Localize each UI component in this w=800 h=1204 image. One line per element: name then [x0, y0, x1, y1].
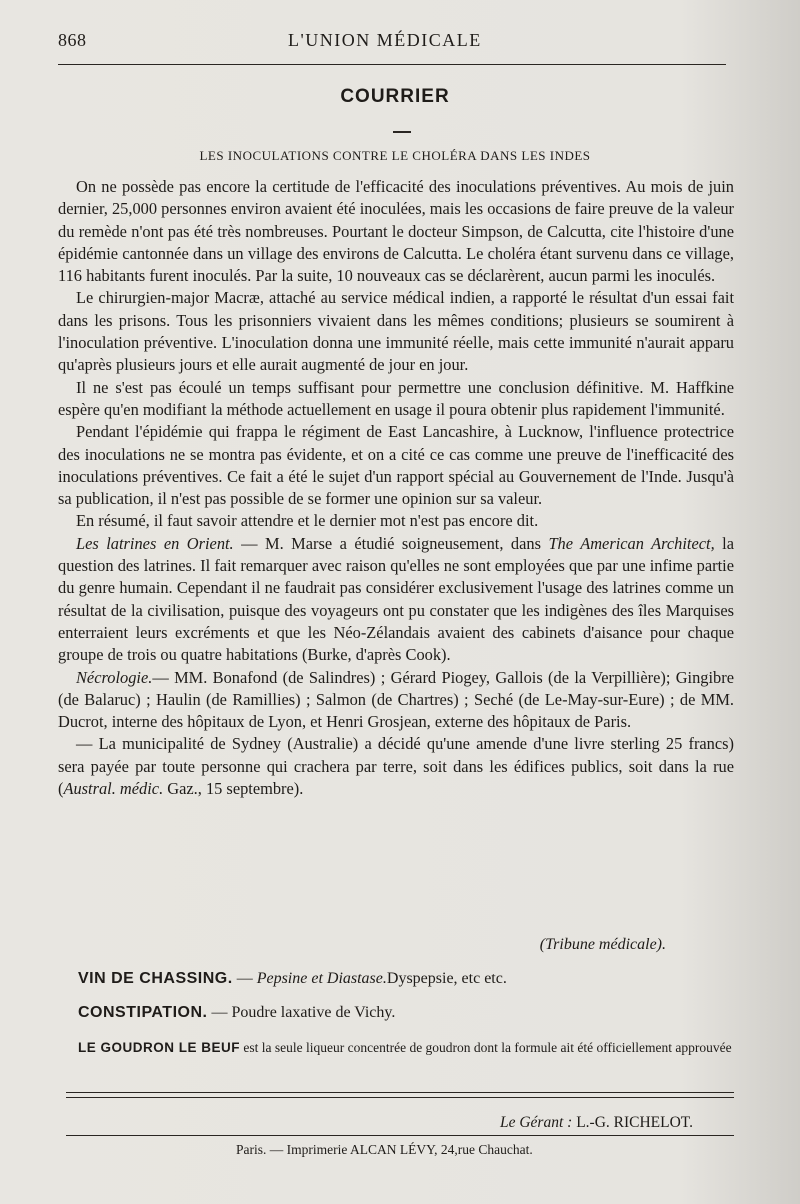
imprint-rule [66, 1135, 734, 1136]
gerant-line [500, 1114, 693, 1132]
ad-title: CONSTIPATION. [78, 1004, 208, 1021]
article-subtitle: LES INOCULATIONS CONTRE LE CHOLÉRA DANS LES INDES [199, 148, 591, 163]
paragraph-sydney [58, 733, 734, 800]
paragraph: Le chirurgien-major Macræ, attaché au service médical indien, a rapporté le résultat d'un essai fait dans les prisons. Tous les prisonniers vivaient dans les mêmes conditions; plusieurs se soumirent à l'inoculation préventive. L'inoculation donna une immunité réelle, mais cette immunité n'aurait apparu qu'après plusieurs jours et elle aurait augmenté de jour en jour. [58, 288, 734, 375]
printer-imprint: Paris. — Imprimerie ALCAN LÉVY, 24,rue Chauchat. [236, 1142, 533, 1157]
paragraph-text: — La municipalité de Sydney (Australie) a décidé qu'une amende d'une livre sterling 25 francs) sera payée par toute personne qui crachera par terre, soit dans les édifices publics, soit dans la rue ( [58, 734, 734, 799]
paragraph-text: Gaz., 15 septembre). [163, 779, 304, 799]
paragraph: Pendant l'épidémie qui frappa le régiment de East Lancashire, à Lucknow, l'influence protectrice des inoculations ne se montra pas évidente, et on a cité ce cas comme une preuve de l'inefficacité des inoculations préventives. Ce fait a été le sujet d'un rapport spécial au Gouvernement de l'Inde. Jusqu'à sa publication, il n'est pas possible de se former une opinion sur sa valeur. [58, 422, 734, 509]
source-signoff: (Tribune médicale). [539, 936, 666, 953]
page-number: 868 [58, 30, 87, 50]
paragraph-text: — M. Marse a étudié soigneusement, dans [233, 533, 549, 553]
paragraph-text: — MM. Bonafond (de Salindres) ; Gérard Piogey, Gallois (de la Verpillière); Gingibre (de Balaruc) ; Haulin (de Ramillies) ; Salmon (de Chartres) ; Seché (de Le-May-sur-Eure) ; de MM. Ducrot, interne des hôpitaux de Lyon, et Henri Grosjean, externe des hôpitaux de Paris. [58, 667, 734, 732]
paragraph-text: la question des latrines. Il fait remarquer avec raison qu'elles ne sont employées que par une infime partie du genre humain. Cependant il ne faudrait pas considérer exclusivement l'usage des latrines comme un résultat de la civilisation, puisque des voyageurs ont pu constater que les indigènes des îles Marquises enterraient leurs excréments et que les Néo-Zélandais avaient des cabinets d'aisance pour chaque groupe de trois ou quatre habitations (Burke, d'après Cook). [58, 533, 734, 665]
source-reference: Austral. médic. [63, 779, 164, 799]
advertisement-goudron [78, 1040, 738, 1055]
section-title: COURRIER [340, 86, 450, 107]
ad-text: est la seule liqueur concentrée de goudron dont la formule ait été officiellement approuvée [240, 1040, 732, 1055]
paragraph-lead: Les latrines en Orient. [76, 533, 234, 553]
paragraph-lead: Nécrologie. [76, 667, 153, 687]
paragraph-necrologie [58, 667, 734, 734]
footer-rule-bottom [66, 1097, 734, 1098]
ad-text: Dyspepsie, etc etc. [386, 970, 507, 987]
gerant-label: Le Gérant : [499, 1114, 573, 1131]
advertisement-constipation [78, 1004, 395, 1022]
footer-rule-top [66, 1092, 734, 1093]
paragraph: Il ne s'est pas écoulé un temps suffisant pour permettre une conclusion définitive. M. Haffkine espère qu'en modifiant la méthode actuellement en usage il poura obtenir plus rapidement l'immunité. [58, 377, 734, 419]
gerant-name: L.-G. RICHELOT. [572, 1114, 693, 1131]
running-head [58, 30, 738, 58]
paragraph: On ne possède pas encore la certitude de l'efficacité des inoculations préventives. Au mois de juin dernier, 25,000 personnes environ avaient été inoculées, mais les occasions de faire preuve de la valeur du remède n'ont pas été très nombreuses. Pourtant le docteur Simpson, de Calcutta, cite l'histoire d'une épidémie cantonnée dans un village des environs de Calcutta. Le choléra étant survenu dans ce village, 116 habitants furent inoculés. Par la suite, 10 nouveaux cas se déclarèrent, aucun parmi les inoculés. [58, 177, 734, 286]
paragraph-latrines [58, 533, 734, 667]
paragraph: En résumé, il faut savoir attendre et le dernier mot n'est pas encore dit. [76, 511, 539, 531]
header-rule [58, 64, 726, 65]
journal-reference: The American Architect, [548, 533, 715, 553]
article-body [58, 176, 734, 800]
title-dash [393, 131, 411, 133]
ad-text: — Poudre laxative de Vichy. [207, 1004, 396, 1021]
ad-title: VIN DE CHASSING. [78, 970, 233, 987]
ad-title: LE GOUDRON LE BEUF [78, 1040, 241, 1055]
ad-text: Pepsine et Diastase. [256, 970, 387, 987]
advertisement-vin [78, 970, 507, 988]
ad-text: — [232, 970, 257, 987]
journal-title: L'UNION MÉDICALE [288, 30, 482, 50]
